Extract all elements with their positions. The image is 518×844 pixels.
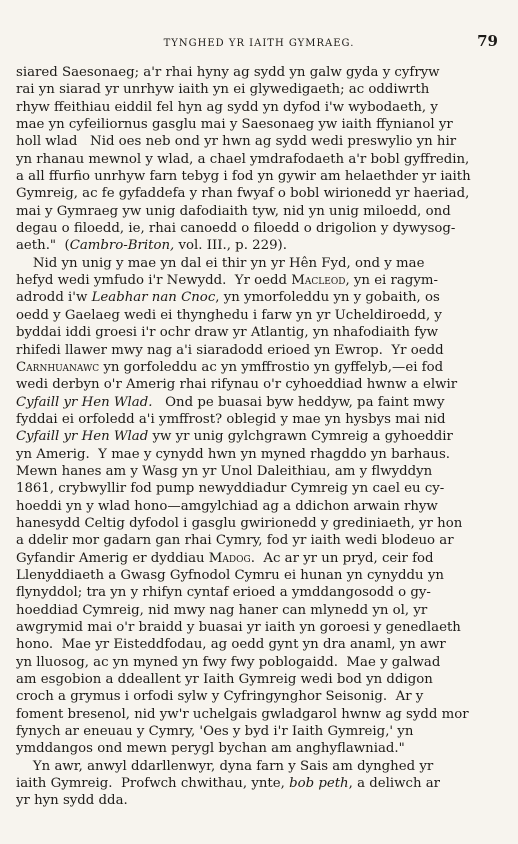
text-line (16, 411, 500, 428)
body-text (16, 64, 500, 810)
text-line (16, 550, 500, 567)
text-line (16, 133, 500, 150)
text-line (16, 203, 500, 220)
text-segment: , a deliwch ar (348, 776, 441, 792)
text-line (16, 428, 500, 445)
text-segment: hoeddiad Cymreig, nid mwy nag haner can mlynedd yn ol, yr (16, 602, 428, 618)
text-line (16, 64, 500, 81)
text-segment: hefyd wedi ymfudo i'r Newydd. Yr oedd (16, 273, 292, 289)
text-line (16, 185, 500, 202)
text-line (16, 81, 500, 98)
text-line (16, 99, 500, 116)
text-segment: holl wlad Nid oes neb ond yr hwn ag sydd wedi preswylio yn hir (16, 134, 457, 150)
text-line (16, 307, 500, 324)
italic-text: bob peth (289, 776, 349, 792)
text-line (16, 740, 500, 757)
text-segment: , yn ei ragym- (345, 273, 438, 289)
text-line (16, 758, 500, 775)
text-line (16, 671, 500, 688)
text-segment: hono. Mae yr Eisteddfodau, ag oedd gynt yn dra anaml, yn awr (16, 637, 446, 653)
italic-text: Leabhar nan Cnoc (91, 290, 216, 306)
text-segment: Gyfandir Amerig er dyddiau (16, 550, 209, 566)
text-segment: mai y Gymraeg yw unig dafodiaith tyw, nid yn unig miloedd, ond (16, 203, 451, 219)
text-segment: wedi derbyn o'r Amerig rhai rifynau o'r cyhoeddiad hwnw a elwir (16, 377, 458, 393)
italic-text: Cyfaill yr Hen Wlad (16, 429, 149, 445)
text-segment: croch a grymus i orfodi sylw y Cyfringynghor Seisonig. Ar y (16, 689, 424, 705)
text-line (16, 342, 500, 359)
running-title: TYNGHED YR IAITH GYMRAEG. (163, 38, 355, 49)
text-segment: Mewn hanes am y Wasg yn yr Unol Daleithiau, am y flwyddyn (16, 463, 433, 479)
text-segment: yn rhanau mewnol y wlad, a chael ymdrafodaeth a'r bobl gyffredin, (16, 151, 470, 167)
text-segment: Yn awr, anwyl ddarllenwyr, dyna farn y Sais am dynghed yr (16, 758, 434, 774)
text-line (16, 289, 500, 306)
text-line (16, 359, 500, 376)
text-line (16, 376, 500, 393)
text-segment: yn Amerig. Y mae y cynydd hwn yn myned rhagddo yn barhaus. (16, 446, 450, 462)
text-line (16, 324, 500, 341)
text-segment: yr hyn sydd dda. (16, 793, 128, 809)
text-segment: ymddangos ond mewn perygl bychan am anghyflawniad." (16, 741, 405, 757)
text-segment: yn lluosog, ac yn myned yn fwy fwy poblogaidd. Mae y galwad (16, 654, 441, 670)
text-segment: rhifedi llawer mwy nag a'i siaradodd erioed yn Ewrop. Yr oedd (16, 342, 444, 358)
text-line (16, 237, 500, 254)
text-segment: vol. III., p. 229). (174, 238, 287, 254)
text-line (16, 792, 500, 809)
text-segment: adrodd i'w (16, 290, 92, 306)
text-segment: degau o filoedd, ie, rhai canoedd o filoedd o drigolion y dywysog- (16, 221, 456, 237)
text-line (16, 775, 500, 792)
text-line (16, 255, 500, 272)
text-segment: Ond pe buasai byw heddyw, pa faint mwy (152, 394, 445, 410)
text-line (16, 272, 500, 289)
text-segment: am esgobion a ddeallent yr Iaith Gymreig wedi bod yn ddigon (16, 672, 433, 688)
text-line (16, 584, 500, 601)
text-segment: a all ffurfio unrhyw farn tebyg i fod yn gywir am helaethder yr iaith (16, 169, 471, 185)
text-segment: oedd y Gaelaeg wedi ei thynghedu i farw yn yr Ucheldiroedd, y (16, 307, 442, 323)
text-segment: rai yn siarad yr unrhyw iaith yn ei glywedigaeth; ac oddiwrth (16, 82, 430, 98)
text-segment: byddai iddi groesi i'r ochr draw yr Atlantig, yn nhafodiaith fyw (16, 325, 439, 341)
text-segment: awgrymid mai o'r braidd y buasai yr iaith yn goroesi y genedlaeth (16, 620, 461, 635)
text-segment: mae yn cyfeiliornus gasglu mai y Saesonaeg yw iaith ffynianol yr (16, 117, 453, 133)
text-line (16, 654, 500, 671)
text-line (16, 602, 500, 619)
text-line (16, 394, 500, 411)
text-line (16, 480, 500, 497)
text-segment: . Ac ar yr un pryd, ceir fod (250, 550, 434, 566)
text-segment: fynych ar eneuau y Cymry, 'Oes y byd i'r Iaith Gymreig,' yn (16, 724, 414, 740)
text-segment: foment bresenol, nid yw'r uchelgais gwladgarol hwnw ag sydd mor (16, 706, 469, 722)
text-segment: 1861, crybwyllir fod pump newyddiadur Cymreig yn cael eu cy- (16, 481, 445, 497)
italic-text: Cyfaill yr Hen Wlad. (16, 394, 153, 410)
text-segment: siared Saesonaeg; a'r rhai hyny ag sydd yn galw gyda y cyfryw (16, 65, 440, 80)
text-segment: rhyw ffeithiau eiddil fel hyn ag sydd yn dyfod i'w wybodaeth, y (16, 99, 438, 115)
text-segment: , yn ymorfoleddu yn y gobaith, os (215, 290, 440, 306)
text-line (16, 636, 500, 653)
text-segment: Gymreig, ac fe gyfaddefa y rhan fwyaf o bobl wirionedd yr haeriad, (16, 186, 470, 202)
text-segment: Llenyddiaeth a Gwasg Gyfnodol Cymru ei hunan yn cynyddu yn (16, 567, 444, 583)
text-segment: hanesydd Celtig dyfodol i gasglu gwirionedd y grediniaeth, yr hon (16, 515, 463, 531)
text-segment: fyddai ei orfoledd a'i ymffrost? oblegid y mae yn hysbys mai nid (16, 411, 446, 427)
text-line (16, 116, 500, 133)
text-segment: a ddelir mor gadarn gan rhai Cymry, fod yr iaith wedi blodeuo ar (16, 533, 454, 549)
text-line (16, 723, 500, 740)
text-segment: yw yr unig gylchgrawn Cymreig a gyhoeddir (148, 429, 453, 445)
text-line (16, 567, 500, 584)
text-line (16, 151, 500, 168)
text-segment: yn gorfoleddu ac yn ymffrostio yn gyffelyb,—ei fod (99, 359, 444, 375)
text-line (16, 498, 500, 515)
text-segment: flynyddol; tra yn y rhifyn cyntaf erioed a ymddangosodd o gy- (16, 585, 431, 601)
text-line (16, 515, 500, 532)
text-line (16, 706, 500, 723)
text-line (16, 688, 500, 705)
small-caps-name: Carnhuanawc (16, 359, 100, 375)
text-line (16, 220, 500, 237)
small-caps-name: Macleod (291, 273, 346, 289)
text-line (16, 463, 500, 480)
text-line (16, 532, 500, 549)
text-line (16, 168, 500, 185)
text-line (16, 619, 500, 636)
text-line (16, 446, 500, 463)
text-segment: Nid yn unig y mae yn dal ei thir yn yr Hên Fyd, ond y mae (16, 255, 425, 271)
page-number: 79 (477, 32, 498, 50)
text-segment: aeth." ( (16, 238, 70, 254)
small-caps-name: Madog (208, 550, 251, 566)
text-segment: hoeddi yn y wlad hono—amgylchiad ag a ddichon arwain rhyw (16, 498, 438, 514)
italic-text: Cambro-Briton, (69, 238, 175, 254)
page-header (16, 32, 502, 54)
text-segment: iaith Gymreig. Profwch chwithau, ynte, (16, 776, 290, 792)
